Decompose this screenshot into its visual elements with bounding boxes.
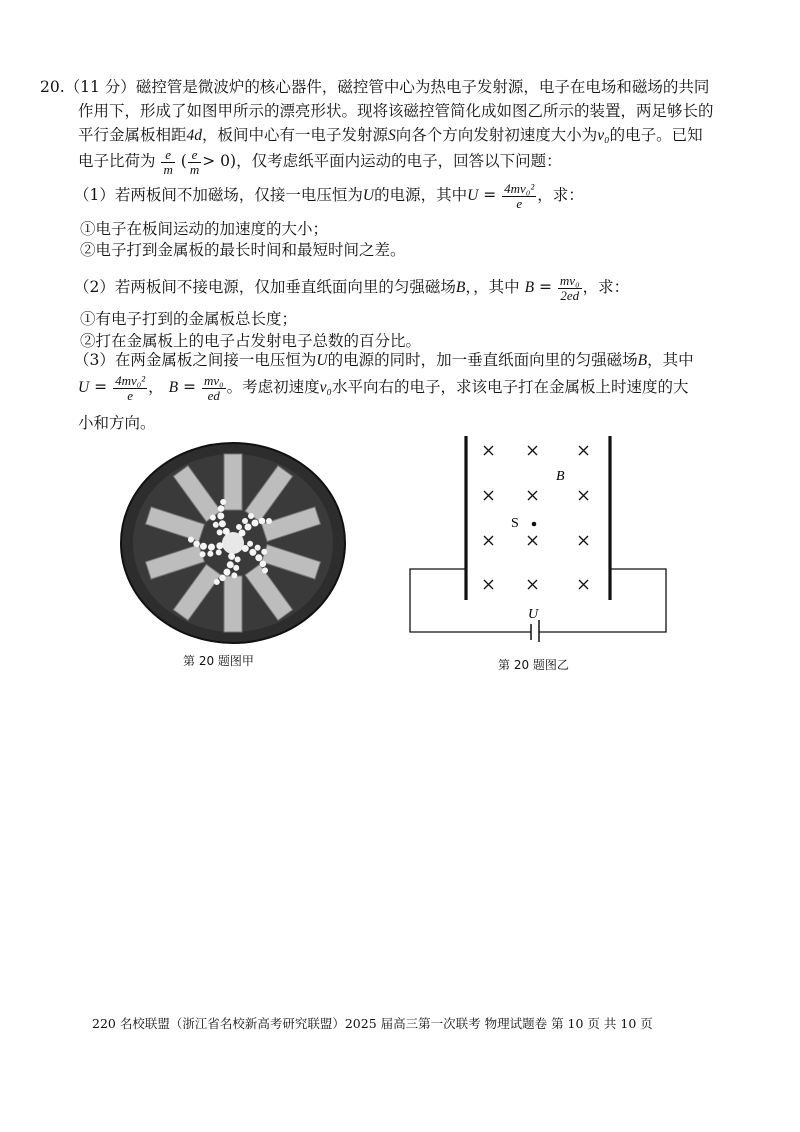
frac-num: 4mv₀² bbox=[504, 181, 535, 196]
sym-4d: 4d bbox=[186, 127, 203, 144]
part3-mid: 的电源的同时，加一垂直纸面向里的匀强磁场 bbox=[327, 351, 638, 369]
sym-U: U bbox=[362, 187, 375, 205]
part2-q2: ②打在金属板上的电子占发射电子总数的百分比。 bbox=[80, 332, 422, 350]
magnetic-field-crosses bbox=[484, 446, 588, 589]
equals: = bbox=[94, 378, 108, 397]
frac-den: m bbox=[189, 161, 200, 177]
question-line-1 bbox=[40, 80, 709, 96]
figure-b-caption: 第 20 题图乙 bbox=[498, 658, 569, 672]
equals: = bbox=[483, 186, 497, 205]
part1-q1: ①电子在板间运动的加速度的大小； bbox=[80, 220, 329, 238]
equals: = bbox=[538, 278, 552, 297]
intro-text-3a: 平行金属板相距 bbox=[78, 126, 187, 144]
charge-ratio-fraction bbox=[161, 148, 174, 176]
intro-text-1: 磁控管是微波炉的核心器件，磁控管中心为热电子发射源，电子在电场和磁场的共同 bbox=[135, 78, 710, 96]
question-line-4 bbox=[78, 148, 562, 176]
page-footer: 220 名校联盟（浙江省名校新高考研究联盟）2025 届高三第一次联考 物理试题卷 第 10 页 共 10 页 bbox=[92, 1016, 653, 1031]
intro-text-3b: ，板间中心有一电子发射源 bbox=[202, 126, 389, 144]
frac-num: mv₀ bbox=[559, 273, 580, 288]
sym-S: S bbox=[388, 127, 396, 144]
part2-line bbox=[74, 274, 629, 302]
question-line-3 bbox=[78, 128, 703, 144]
intro-text-3d: 的电子。已知 bbox=[609, 126, 703, 144]
circuit-wires bbox=[410, 569, 666, 642]
intro-text-3c: 向各个方向发射初速度大小为 bbox=[395, 126, 598, 144]
figure-a-magnetron bbox=[118, 441, 348, 646]
part1-lead: （1）若两板间不加磁场，仅接一电压恒为 bbox=[74, 186, 363, 205]
label-U: U bbox=[528, 607, 539, 622]
part1-mid: 的电源，其中 bbox=[374, 186, 468, 205]
part2-tail: ，求： bbox=[582, 278, 630, 297]
paren-close: ) bbox=[230, 152, 237, 171]
frac-num: 4mv₀² bbox=[115, 373, 146, 388]
gt-zero: > 0 bbox=[202, 152, 231, 171]
sym-U: U bbox=[316, 352, 328, 369]
part1-line bbox=[74, 182, 584, 210]
frac-den: m bbox=[163, 161, 173, 177]
charge-ratio-fraction-2 bbox=[188, 148, 201, 176]
part3-line-2 bbox=[78, 374, 688, 402]
frac-den: 2ed bbox=[560, 287, 580, 303]
sym-U: U bbox=[78, 379, 90, 397]
voltage-fraction-3 bbox=[113, 374, 147, 402]
question-points: （11 分） bbox=[64, 78, 136, 96]
frac-den: e bbox=[516, 195, 523, 211]
part3-lead: （3）在两金属板之间接一电压恒为 bbox=[74, 351, 317, 369]
frac-num: mv₀ bbox=[203, 373, 224, 388]
frac-den: ed bbox=[207, 387, 220, 403]
frac-num: e bbox=[161, 148, 174, 163]
part2-qizhong: ，其中 bbox=[473, 278, 520, 297]
part2-q1: ①有电子打到的金属板总长度； bbox=[80, 310, 298, 328]
sym-v0: v₀ bbox=[597, 127, 610, 144]
label-S: S bbox=[511, 516, 519, 531]
frac-den: e bbox=[127, 387, 133, 403]
frac-num: e bbox=[188, 148, 201, 163]
intro-text-4a: 电子比荷为 bbox=[78, 152, 156, 171]
comma: ， bbox=[148, 378, 164, 397]
voltage-fraction bbox=[502, 182, 536, 210]
sym-B: B bbox=[168, 379, 179, 397]
question-number: 20. bbox=[40, 78, 65, 96]
part3-line2-text: 。考虑初速度 bbox=[226, 378, 320, 397]
part1-tail: ，求： bbox=[537, 186, 584, 205]
equals: = bbox=[183, 378, 197, 397]
sym-B: B bbox=[455, 279, 466, 297]
part3-line-1 bbox=[74, 353, 694, 369]
part3-line2b-text: 水平向右的电子，求该电子打在金属板上时速度的大 bbox=[331, 378, 689, 397]
sym-U: U bbox=[467, 187, 479, 205]
figure-b-apparatus bbox=[400, 432, 690, 642]
field-fraction-3 bbox=[202, 374, 226, 402]
sym-B: B bbox=[524, 279, 535, 297]
sym-v0: v₀ bbox=[319, 379, 332, 397]
part3-tail: ，其中 bbox=[647, 351, 694, 369]
source-dot bbox=[532, 522, 537, 527]
label-B: B bbox=[556, 469, 565, 484]
intro-text-2: 作用下，形成了如图甲所示的漂亮形状。现将该磁控管简化成如图乙所示的装置，两足够长的 bbox=[78, 102, 714, 120]
part3-line-3: 小和方向。 bbox=[78, 414, 156, 432]
part2-lead: （2）若两板间不接电源，仅加垂直纸面向里的匀强磁场 bbox=[74, 278, 456, 297]
intro-text-4b: ，仅考虑纸平面内运动的电子，回答以下问题： bbox=[236, 152, 562, 171]
field-fraction-2 bbox=[558, 274, 582, 302]
paren-open: ( bbox=[180, 152, 187, 171]
question-line-2 bbox=[78, 104, 714, 120]
figure-a-caption: 第 20 题图甲 bbox=[183, 654, 254, 668]
sym-B: B bbox=[637, 352, 648, 369]
part1-q2: ②电子打到金属板的最长时间和最短时间之差。 bbox=[80, 241, 406, 259]
comma: ， bbox=[465, 278, 474, 297]
